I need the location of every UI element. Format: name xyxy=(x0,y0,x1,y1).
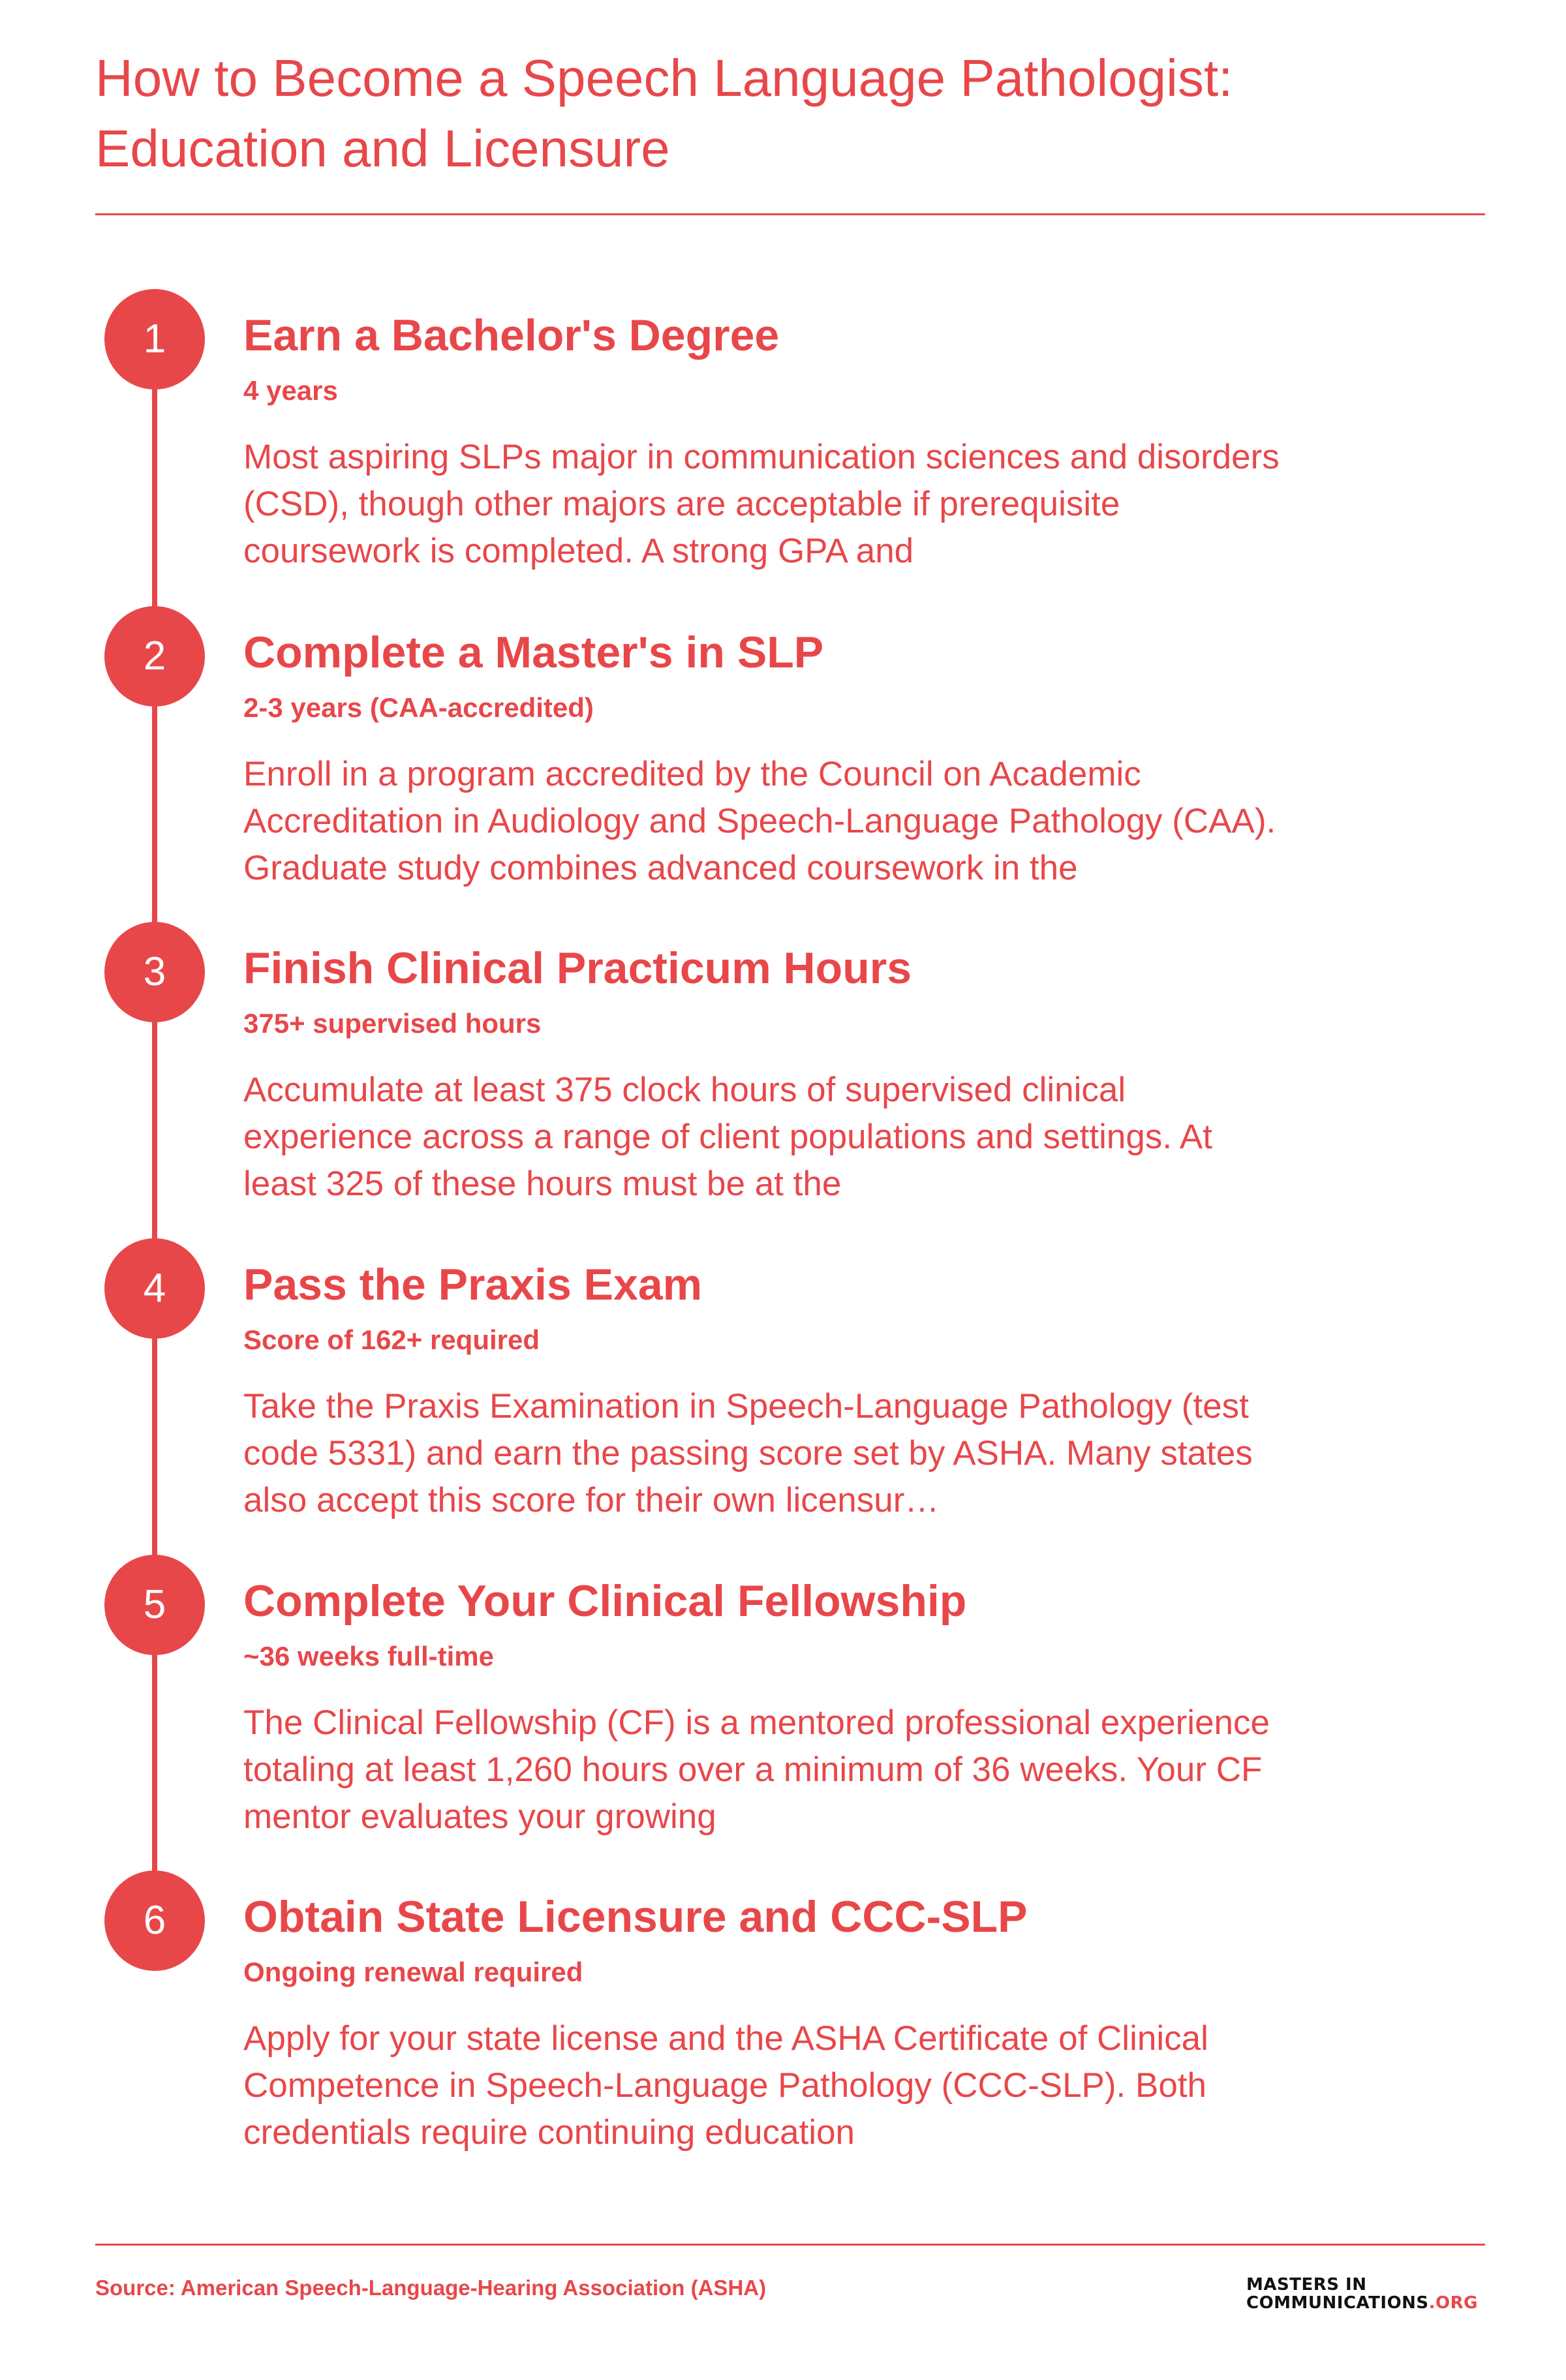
step-3 xyxy=(0,922,1566,1209)
step-number-badge: 3 xyxy=(104,922,205,1022)
step-description: Accumulate at least 375 clock hours of supervised clinical experience across a range of client populations and settings. At least 325 of these hours must be at the xyxy=(243,1071,1212,1203)
step-title: Earn a Bachelor's Degree xyxy=(243,311,780,360)
logo-line-1: MASTERS IN xyxy=(1246,2275,1367,2295)
step-duration: ~36 weeks full-time xyxy=(243,1641,495,1671)
step-title: Complete Your Clinical Fellowship xyxy=(243,1576,967,1626)
step-4 xyxy=(0,1238,1566,1525)
step-description: Enroll in a program accredited by the Council on Academic Accreditation in Audiology and Speech-Language Pathology (CAA). Graduate study combines advanced coursework in the xyxy=(243,755,1276,887)
step-duration: Score of 162+ required xyxy=(243,1324,540,1355)
step-duration: 4 years xyxy=(243,375,338,406)
step-number-badge: 4 xyxy=(104,1238,205,1339)
step-title: Pass the Praxis Exam xyxy=(243,1260,703,1309)
step-description: Apply for your state license and the ASHA Certificate of Clinical Competence in Speech-Language Pathology (CCC-SLP). Both credentials require continuing education xyxy=(243,2019,1208,2152)
step-2 xyxy=(0,606,1566,893)
logo-wordmark: COMMUNICATIONS xyxy=(1246,2293,1429,2313)
step-title: Finish Clinical Practicum Hours xyxy=(243,943,912,993)
step-number-badge: 5 xyxy=(104,1555,205,1655)
step-description: Take the Praxis Examination in Speech-Language Pathology (test code 5331) and earn the passing score set by ASHA. Many states also accept this score for their own licensur… xyxy=(243,1387,1253,1519)
step-1 xyxy=(0,289,1566,576)
step-6 xyxy=(0,1870,1566,2158)
logo-suffix: .ORG xyxy=(1428,2293,1479,2313)
site-logo xyxy=(1246,2276,1478,2312)
page-title: How to Become a Speech Language Pathologist: Education and Licensure xyxy=(95,49,1233,177)
step-number-badge: 1 xyxy=(104,289,205,389)
step-title: Complete a Master's in SLP xyxy=(243,628,824,677)
step-description: The Clinical Fellowship (CF) is a mentored professional experience totaling at least 1,260 hours over a minimum of 36 weeks. Your CF mentor evaluates your growing xyxy=(243,1703,1270,1836)
step-number-badge: 2 xyxy=(104,606,205,707)
step-duration: 375+ supervised hours xyxy=(243,1008,542,1039)
step-description: Most aspiring SLPs major in communication sciences and disorders (CSD), though other majors are acceptable if prerequisite coursework is completed. A strong GPA and xyxy=(243,438,1280,570)
step-number-badge: 6 xyxy=(104,1870,205,1971)
header-divider xyxy=(95,213,1485,215)
step-duration: Ongoing renewal required xyxy=(243,1957,583,1987)
logo-line-2 xyxy=(1246,2294,1478,2312)
step-title: Obtain State Licensure and CCC-SLP xyxy=(243,1892,1028,1942)
step-duration: 2-3 years (CAA-accredited) xyxy=(243,692,594,723)
step-5 xyxy=(0,1555,1566,1842)
source-citation: Source: American Speech-Language-Hearing Association (ASHA) xyxy=(95,2276,767,2300)
footer-divider xyxy=(95,2244,1485,2246)
